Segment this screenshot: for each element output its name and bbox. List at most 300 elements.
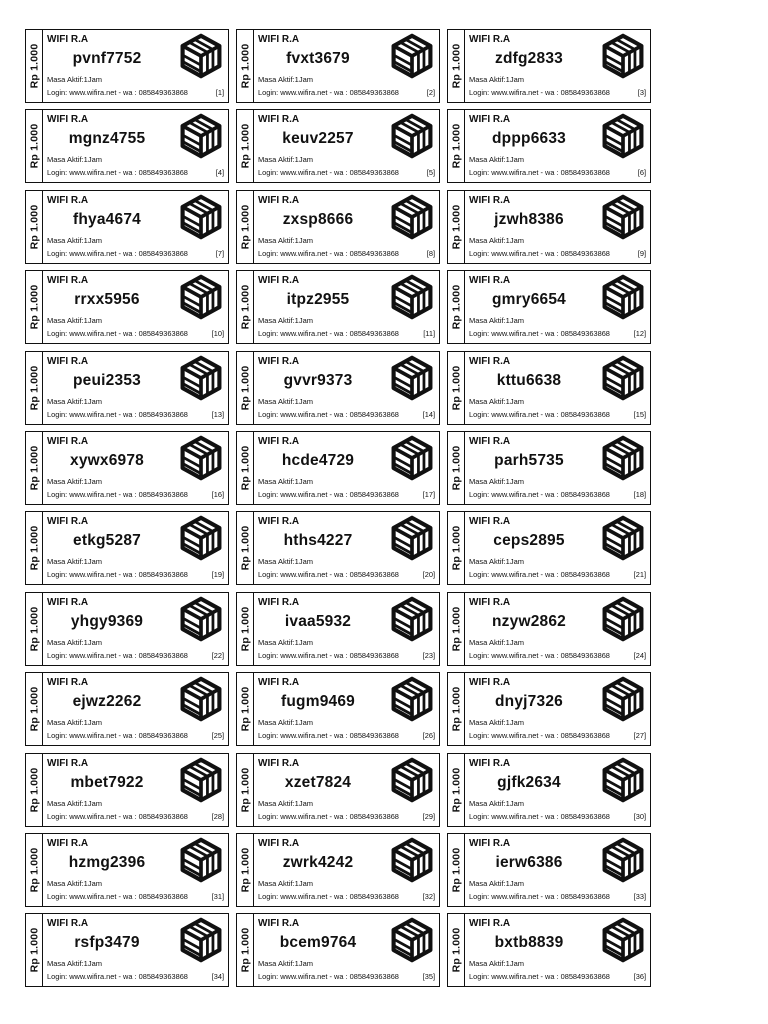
brand-name: WIFI R.A bbox=[47, 114, 89, 126]
hexagon-cube-logo-icon bbox=[389, 194, 435, 240]
voucher-code: fvxt3679 bbox=[286, 50, 350, 67]
voucher-code: fhya4674 bbox=[73, 210, 141, 228]
hexagon-cube-logo-icon bbox=[600, 515, 646, 561]
login-info: Login: www.wifira.net - wa : 085849363868 bbox=[469, 409, 610, 419]
price-text: Rp 1.000 bbox=[239, 525, 252, 571]
price-label bbox=[237, 432, 254, 504]
active-duration: Masa Aktif:1Jam bbox=[469, 798, 525, 808]
login-info: Login: www.wifira.net - wa : 085849363868 bbox=[47, 88, 188, 97]
price-text: Rp 1.000 bbox=[28, 123, 41, 169]
voucher-card bbox=[25, 913, 229, 987]
price-label bbox=[26, 191, 43, 263]
voucher-number: [4] bbox=[215, 168, 224, 178]
voucher-card bbox=[447, 753, 651, 827]
active-duration: Masa Aktif:1Jam bbox=[47, 718, 103, 728]
price-label bbox=[237, 834, 254, 906]
login-info: Login: www.wifira.net - wa : 085849363868 bbox=[47, 731, 188, 741]
voucher-card bbox=[25, 592, 229, 666]
voucher-card bbox=[236, 511, 440, 585]
voucher-card bbox=[236, 109, 440, 183]
voucher-card bbox=[236, 592, 440, 666]
voucher-code: parh5735 bbox=[494, 451, 564, 469]
login-info: Login: www.wifira.net - wa : 085849363868 bbox=[258, 731, 399, 741]
brand-name: WIFI R.A bbox=[469, 114, 511, 126]
brand-name: WIFI R.A bbox=[469, 355, 511, 367]
active-duration: Masa Aktif:1Jam bbox=[469, 878, 525, 888]
voucher-code: dppp6633 bbox=[492, 130, 566, 148]
hexagon-cube-logo-icon bbox=[389, 33, 435, 79]
login-info: Login: www.wifira.net - wa : 085849363868 bbox=[469, 731, 610, 741]
voucher-card bbox=[236, 29, 440, 103]
hexagon-cube-logo-icon bbox=[178, 757, 224, 803]
brand-name: WIFI R.A bbox=[47, 516, 89, 528]
active-duration: Masa Aktif:1Jam bbox=[469, 316, 525, 326]
price-text: Rp 1.000 bbox=[450, 43, 463, 89]
active-duration: Masa Aktif:1Jam bbox=[258, 718, 314, 728]
voucher-code: pvnf7752 bbox=[72, 50, 142, 67]
price-label bbox=[26, 673, 43, 745]
voucher-number: [17] bbox=[422, 489, 435, 499]
brand-name: WIFI R.A bbox=[469, 596, 511, 608]
voucher-number: [24] bbox=[633, 650, 646, 660]
brand-name: WIFI R.A bbox=[469, 194, 511, 206]
voucher-number: [26] bbox=[422, 731, 435, 741]
login-info: Login: www.wifira.net - wa : 085849363868 bbox=[469, 811, 610, 821]
price-label bbox=[448, 432, 465, 504]
hexagon-cube-logo-icon bbox=[178, 676, 224, 722]
hexagon-cube-logo-icon bbox=[600, 435, 646, 481]
price-label bbox=[448, 673, 465, 745]
voucher-number: [3] bbox=[637, 88, 646, 97]
hexagon-cube-logo-icon bbox=[178, 113, 224, 159]
brand-name: WIFI R.A bbox=[47, 596, 89, 608]
hexagon-cube-logo-icon bbox=[600, 596, 646, 642]
voucher-code: ejwz2262 bbox=[72, 693, 142, 711]
brand-name: WIFI R.A bbox=[258, 596, 300, 608]
voucher-card bbox=[25, 833, 229, 907]
voucher-code: ierw6386 bbox=[495, 853, 563, 871]
active-duration: Masa Aktif:1Jam bbox=[258, 637, 314, 647]
voucher-card bbox=[236, 270, 440, 344]
voucher-code: zdfg2833 bbox=[495, 50, 563, 67]
price-label bbox=[237, 110, 254, 182]
login-info: Login: www.wifira.net - wa : 085849363868 bbox=[47, 168, 188, 178]
price-text: Rp 1.000 bbox=[450, 847, 463, 893]
voucher-number: [18] bbox=[633, 489, 646, 499]
login-info: Login: www.wifira.net - wa : 085849363868 bbox=[47, 248, 188, 258]
price-text: Rp 1.000 bbox=[450, 123, 463, 169]
voucher-card bbox=[236, 190, 440, 264]
price-label bbox=[26, 110, 43, 182]
price-text: Rp 1.000 bbox=[239, 123, 252, 169]
login-info: Login: www.wifira.net - wa : 085849363868 bbox=[469, 168, 610, 178]
price-text: Rp 1.000 bbox=[450, 767, 463, 812]
price-label bbox=[448, 914, 465, 986]
voucher-card bbox=[447, 592, 651, 666]
hexagon-cube-logo-icon bbox=[389, 274, 435, 320]
active-duration: Masa Aktif:1Jam bbox=[469, 476, 525, 486]
voucher-card bbox=[447, 913, 651, 987]
voucher-card bbox=[25, 109, 229, 183]
price-text: Rp 1.000 bbox=[239, 606, 252, 652]
brand-name: WIFI R.A bbox=[258, 677, 300, 689]
voucher-number: [32] bbox=[422, 891, 435, 901]
login-info: Login: www.wifira.net - wa : 085849363868 bbox=[258, 972, 399, 982]
hexagon-cube-logo-icon bbox=[389, 837, 435, 883]
login-info: Login: www.wifira.net - wa : 085849363868 bbox=[47, 489, 188, 499]
price-label bbox=[448, 271, 465, 343]
voucher-number: [31] bbox=[211, 891, 224, 901]
voucher-code: zxsp8666 bbox=[282, 210, 354, 228]
price-text: Rp 1.000 bbox=[28, 284, 41, 330]
hexagon-cube-logo-icon bbox=[600, 355, 646, 401]
active-duration: Masa Aktif:1Jam bbox=[469, 75, 525, 84]
hexagon-cube-logo-icon bbox=[178, 355, 224, 401]
price-label bbox=[26, 512, 43, 584]
voucher-card bbox=[236, 672, 440, 746]
price-text: Rp 1.000 bbox=[239, 445, 252, 491]
voucher-code: hcde4729 bbox=[281, 451, 355, 469]
active-duration: Masa Aktif:1Jam bbox=[469, 155, 525, 165]
hexagon-cube-logo-icon bbox=[178, 515, 224, 561]
voucher-card bbox=[447, 431, 651, 505]
active-duration: Masa Aktif:1Jam bbox=[47, 235, 103, 245]
voucher-number: [7] bbox=[215, 248, 224, 258]
hexagon-cube-logo-icon bbox=[600, 757, 646, 803]
active-duration: Masa Aktif:1Jam bbox=[47, 155, 103, 165]
voucher-code: gmry6654 bbox=[492, 291, 566, 309]
login-info: Login: www.wifira.net - wa : 085849363868 bbox=[47, 650, 188, 660]
hexagon-cube-logo-icon bbox=[178, 33, 224, 79]
hexagon-cube-logo-icon bbox=[600, 917, 646, 963]
price-text: Rp 1.000 bbox=[28, 365, 41, 410]
voucher-card bbox=[25, 351, 229, 425]
hexagon-cube-logo-icon bbox=[178, 917, 224, 963]
voucher-number: [13] bbox=[211, 409, 224, 419]
hexagon-cube-logo-icon bbox=[178, 274, 224, 320]
login-info: Login: www.wifira.net - wa : 085849363868 bbox=[469, 248, 610, 258]
price-label bbox=[448, 593, 465, 665]
active-duration: Masa Aktif:1Jam bbox=[258, 798, 314, 808]
brand-name: WIFI R.A bbox=[47, 435, 89, 447]
login-info: Login: www.wifira.net - wa : 085849363868 bbox=[469, 329, 610, 339]
brand-name: WIFI R.A bbox=[258, 516, 300, 528]
active-duration: Masa Aktif:1Jam bbox=[469, 396, 525, 406]
active-duration: Masa Aktif:1Jam bbox=[258, 959, 314, 969]
login-info: Login: www.wifira.net - wa : 085849363868 bbox=[258, 409, 399, 419]
price-label bbox=[448, 754, 465, 826]
price-text: Rp 1.000 bbox=[28, 43, 41, 89]
price-label bbox=[26, 271, 43, 343]
voucher-number: [11] bbox=[423, 329, 435, 339]
voucher-number: [22] bbox=[211, 650, 224, 660]
price-label bbox=[26, 30, 43, 102]
login-info: Login: www.wifira.net - wa : 085849363868 bbox=[469, 891, 610, 901]
price-text: Rp 1.000 bbox=[239, 43, 252, 89]
hexagon-cube-logo-icon bbox=[389, 757, 435, 803]
brand-name: WIFI R.A bbox=[47, 918, 89, 930]
price-text: Rp 1.000 bbox=[239, 686, 252, 732]
voucher-code: gjfk2634 bbox=[497, 773, 561, 791]
price-text: Rp 1.000 bbox=[239, 767, 252, 812]
price-label bbox=[26, 432, 43, 504]
price-label bbox=[26, 352, 43, 424]
login-info: Login: www.wifira.net - wa : 085849363868 bbox=[258, 168, 399, 178]
active-duration: Masa Aktif:1Jam bbox=[47, 878, 103, 888]
voucher-code: gvvr9373 bbox=[283, 371, 353, 389]
price-label bbox=[26, 593, 43, 665]
brand-name: WIFI R.A bbox=[47, 275, 89, 287]
voucher-number: [19] bbox=[211, 570, 224, 580]
voucher-code: kttu6638 bbox=[496, 371, 562, 389]
voucher-code: jzwh8386 bbox=[494, 210, 564, 228]
voucher-code: rsfp3479 bbox=[74, 934, 140, 952]
active-duration: Masa Aktif:1Jam bbox=[47, 798, 103, 808]
voucher-code: etkg5287 bbox=[73, 532, 141, 550]
voucher-number: [27] bbox=[633, 731, 646, 741]
brand-name: WIFI R.A bbox=[469, 516, 511, 528]
brand-name: WIFI R.A bbox=[258, 918, 300, 930]
price-text: Rp 1.000 bbox=[239, 204, 252, 250]
voucher-code: zwrk4242 bbox=[282, 853, 354, 871]
active-duration: Masa Aktif:1Jam bbox=[258, 316, 314, 326]
voucher-card bbox=[25, 29, 229, 103]
price-label bbox=[26, 914, 43, 986]
brand-name: WIFI R.A bbox=[469, 435, 511, 447]
price-label bbox=[237, 593, 254, 665]
brand-name: WIFI R.A bbox=[258, 114, 300, 126]
voucher-card bbox=[236, 833, 440, 907]
voucher-code: itpz2955 bbox=[286, 291, 350, 309]
login-info: Login: www.wifira.net - wa : 085849363868 bbox=[258, 891, 399, 901]
price-text: Rp 1.000 bbox=[450, 365, 463, 410]
hexagon-cube-logo-icon bbox=[389, 355, 435, 401]
price-label bbox=[237, 754, 254, 826]
voucher-card bbox=[447, 833, 651, 907]
voucher-card bbox=[447, 511, 651, 585]
price-label bbox=[237, 512, 254, 584]
voucher-code: rrxx5956 bbox=[74, 291, 140, 309]
voucher-card bbox=[25, 431, 229, 505]
voucher-number: [35] bbox=[422, 972, 435, 982]
voucher-code: bxtb8839 bbox=[494, 934, 564, 952]
hexagon-cube-logo-icon bbox=[600, 274, 646, 320]
hexagon-cube-logo-icon bbox=[600, 113, 646, 159]
voucher-code: mbet7922 bbox=[70, 773, 144, 791]
active-duration: Masa Aktif:1Jam bbox=[469, 557, 525, 567]
price-label bbox=[448, 110, 465, 182]
brand-name: WIFI R.A bbox=[47, 757, 89, 769]
price-text: Rp 1.000 bbox=[28, 525, 41, 571]
voucher-number: [5] bbox=[426, 168, 435, 178]
voucher-number: [1] bbox=[215, 88, 224, 97]
login-info: Login: www.wifira.net - wa : 085849363868 bbox=[258, 811, 399, 821]
price-label bbox=[448, 834, 465, 906]
active-duration: Masa Aktif:1Jam bbox=[258, 75, 314, 84]
price-label bbox=[448, 30, 465, 102]
hexagon-cube-logo-icon bbox=[600, 194, 646, 240]
price-label bbox=[26, 834, 43, 906]
voucher-number: [14] bbox=[422, 409, 435, 419]
voucher-code: fugm9469 bbox=[281, 693, 355, 711]
brand-name: WIFI R.A bbox=[258, 34, 300, 45]
login-info: Login: www.wifira.net - wa : 085849363868 bbox=[469, 570, 610, 580]
login-info: Login: www.wifira.net - wa : 085849363868 bbox=[469, 972, 610, 982]
hexagon-cube-logo-icon bbox=[600, 837, 646, 883]
price-text: Rp 1.000 bbox=[450, 284, 463, 330]
price-label bbox=[237, 914, 254, 986]
active-duration: Masa Aktif:1Jam bbox=[258, 476, 314, 486]
brand-name: WIFI R.A bbox=[258, 275, 300, 287]
brand-name: WIFI R.A bbox=[469, 837, 511, 849]
active-duration: Masa Aktif:1Jam bbox=[469, 637, 525, 647]
login-info: Login: www.wifira.net - wa : 085849363868 bbox=[469, 489, 610, 499]
price-text: Rp 1.000 bbox=[450, 204, 463, 250]
login-info: Login: www.wifira.net - wa : 085849363868 bbox=[47, 811, 188, 821]
hexagon-cube-logo-icon bbox=[178, 837, 224, 883]
login-info: Login: www.wifira.net - wa : 085849363868 bbox=[258, 329, 399, 339]
price-label bbox=[448, 512, 465, 584]
brand-name: WIFI R.A bbox=[47, 677, 89, 689]
brand-name: WIFI R.A bbox=[47, 194, 89, 206]
hexagon-cube-logo-icon bbox=[389, 113, 435, 159]
voucher-code: mgnz4755 bbox=[68, 130, 146, 148]
brand-name: WIFI R.A bbox=[47, 34, 89, 45]
active-duration: Masa Aktif:1Jam bbox=[47, 75, 103, 84]
login-info: Login: www.wifira.net - wa : 085849363868 bbox=[47, 972, 188, 982]
brand-name: WIFI R.A bbox=[469, 677, 511, 689]
voucher-number: [25] bbox=[211, 731, 224, 741]
voucher-number: [29] bbox=[422, 811, 435, 821]
price-text: Rp 1.000 bbox=[239, 927, 252, 973]
login-info: Login: www.wifira.net - wa : 085849363868 bbox=[258, 88, 399, 97]
login-info: Login: www.wifira.net - wa : 085849363868 bbox=[469, 650, 610, 660]
brand-name: WIFI R.A bbox=[258, 355, 300, 367]
price-label bbox=[26, 754, 43, 826]
hexagon-cube-logo-icon bbox=[178, 194, 224, 240]
brand-name: WIFI R.A bbox=[469, 275, 511, 287]
voucher-number: [10] bbox=[211, 329, 224, 339]
active-duration: Masa Aktif:1Jam bbox=[258, 396, 314, 406]
hexagon-cube-logo-icon bbox=[389, 676, 435, 722]
hexagon-cube-logo-icon bbox=[178, 435, 224, 481]
price-text: Rp 1.000 bbox=[28, 847, 41, 893]
price-text: Rp 1.000 bbox=[28, 686, 41, 732]
voucher-code: xzet7824 bbox=[284, 773, 352, 791]
price-text: Rp 1.000 bbox=[28, 927, 41, 973]
voucher-code: ceps2895 bbox=[493, 532, 565, 550]
voucher-number: [30] bbox=[633, 811, 646, 821]
brand-name: WIFI R.A bbox=[469, 918, 511, 930]
voucher-number: [28] bbox=[211, 811, 224, 821]
price-label bbox=[448, 352, 465, 424]
price-text: Rp 1.000 bbox=[28, 606, 41, 652]
hexagon-cube-logo-icon bbox=[600, 33, 646, 79]
login-info: Login: www.wifira.net - wa : 085849363868 bbox=[47, 329, 188, 339]
price-label bbox=[237, 673, 254, 745]
active-duration: Masa Aktif:1Jam bbox=[47, 557, 103, 567]
voucher-number: [8] bbox=[426, 248, 435, 258]
voucher-card bbox=[236, 913, 440, 987]
price-label bbox=[237, 271, 254, 343]
voucher-card bbox=[236, 431, 440, 505]
login-info: Login: www.wifira.net - wa : 085849363868 bbox=[469, 88, 610, 97]
price-text: Rp 1.000 bbox=[28, 445, 41, 491]
price-label bbox=[237, 352, 254, 424]
active-duration: Masa Aktif:1Jam bbox=[258, 235, 314, 245]
hexagon-cube-logo-icon bbox=[389, 596, 435, 642]
active-duration: Masa Aktif:1Jam bbox=[258, 557, 314, 567]
voucher-code: ivaa5932 bbox=[284, 612, 352, 630]
voucher-card bbox=[25, 190, 229, 264]
voucher-card bbox=[25, 753, 229, 827]
voucher-code: xywx6978 bbox=[70, 451, 144, 469]
voucher-sheet bbox=[25, 29, 651, 987]
price-text: Rp 1.000 bbox=[450, 445, 463, 491]
voucher-card bbox=[25, 672, 229, 746]
price-text: Rp 1.000 bbox=[239, 284, 252, 330]
voucher-card bbox=[447, 109, 651, 183]
active-duration: Masa Aktif:1Jam bbox=[47, 637, 103, 647]
voucher-code: keuv2257 bbox=[282, 130, 354, 148]
voucher-card bbox=[447, 29, 651, 103]
price-text: Rp 1.000 bbox=[450, 525, 463, 571]
active-duration: Masa Aktif:1Jam bbox=[258, 878, 314, 888]
price-text: Rp 1.000 bbox=[239, 365, 252, 410]
price-label bbox=[448, 191, 465, 263]
price-label bbox=[237, 30, 254, 102]
voucher-number: [6] bbox=[637, 168, 646, 178]
voucher-number: [15] bbox=[633, 409, 646, 419]
hexagon-cube-logo-icon bbox=[178, 596, 224, 642]
active-duration: Masa Aktif:1Jam bbox=[47, 396, 103, 406]
active-duration: Masa Aktif:1Jam bbox=[469, 235, 525, 245]
login-info: Login: www.wifira.net - wa : 085849363868 bbox=[47, 570, 188, 580]
voucher-number: [9] bbox=[637, 248, 646, 258]
brand-name: WIFI R.A bbox=[469, 34, 511, 45]
voucher-card bbox=[447, 351, 651, 425]
voucher-number: [33] bbox=[633, 891, 646, 901]
active-duration: Masa Aktif:1Jam bbox=[469, 718, 525, 728]
brand-name: WIFI R.A bbox=[258, 837, 300, 849]
login-info: Login: www.wifira.net - wa : 085849363868 bbox=[258, 650, 399, 660]
active-duration: Masa Aktif:1Jam bbox=[47, 476, 103, 486]
voucher-code: hzmg2396 bbox=[68, 853, 146, 871]
voucher-number: [23] bbox=[422, 650, 435, 660]
price-text: Rp 1.000 bbox=[450, 927, 463, 973]
voucher-number: [21] bbox=[633, 570, 646, 580]
voucher-code: peui2353 bbox=[73, 371, 141, 389]
hexagon-cube-logo-icon bbox=[600, 676, 646, 722]
hexagon-cube-logo-icon bbox=[389, 917, 435, 963]
price-text: Rp 1.000 bbox=[450, 686, 463, 732]
hexagon-cube-logo-icon bbox=[389, 435, 435, 481]
voucher-number: [36] bbox=[633, 972, 646, 982]
price-text: Rp 1.000 bbox=[450, 606, 463, 652]
price-text: Rp 1.000 bbox=[239, 847, 252, 893]
brand-name: WIFI R.A bbox=[258, 194, 300, 206]
voucher-number: [16] bbox=[211, 489, 224, 499]
login-info: Login: www.wifira.net - wa : 085849363868 bbox=[258, 489, 399, 499]
brand-name: WIFI R.A bbox=[258, 435, 300, 447]
voucher-code: bcem9764 bbox=[279, 934, 357, 952]
voucher-card bbox=[447, 672, 651, 746]
login-info: Login: www.wifira.net - wa : 085849363868 bbox=[258, 570, 399, 580]
active-duration: Masa Aktif:1Jam bbox=[47, 959, 103, 969]
voucher-card bbox=[25, 511, 229, 585]
brand-name: WIFI R.A bbox=[47, 837, 89, 849]
voucher-card bbox=[25, 270, 229, 344]
